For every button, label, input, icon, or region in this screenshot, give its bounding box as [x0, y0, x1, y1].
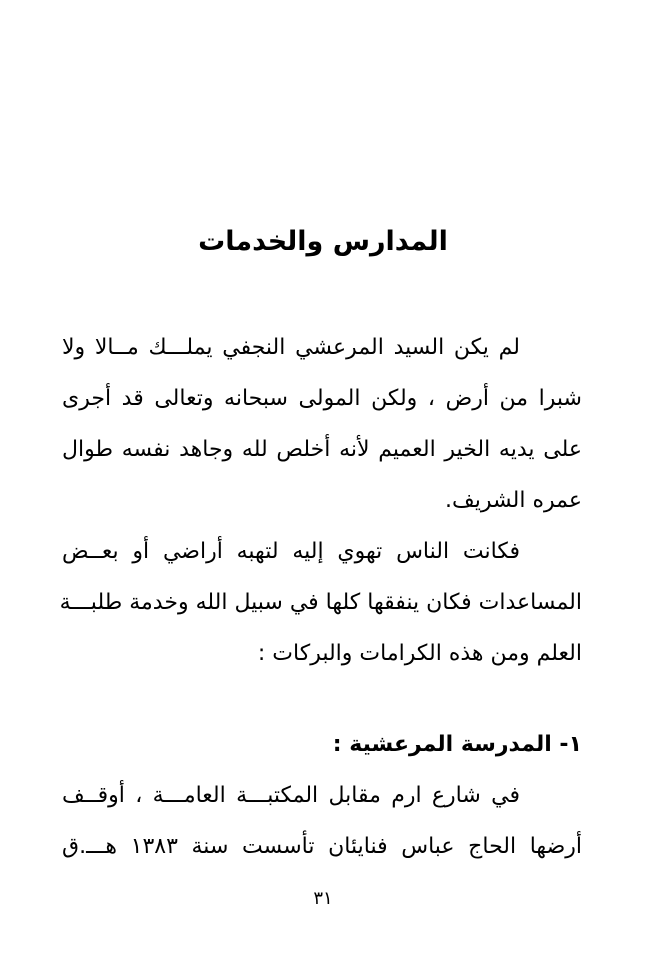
paragraph-1-line-2: شبرا من أرض ، ولكن المولى سبحانه وتعالى قد أجرى [62, 386, 582, 411]
paragraph-1-line-4: عمره الشريف. [445, 488, 582, 513]
section-1-line-1: في شارع ارم مقابل المكتبـــة العامـــة ، أوقــف [62, 783, 520, 808]
body-text [59, 322, 582, 872]
section-1-heading: ١- المدرسة المرعشية : [332, 732, 582, 757]
paragraph-2-line-1: فكانت الناس تهوي إليه لتهبه أراضي أو بعــض [62, 539, 520, 564]
paragraph-1-line-3: على يديه الخير العميم لأنه أخلص لله وجاهد نفسه طوال [62, 437, 582, 462]
paragraph-1-line-1: لم يكن السيد المرعشي النجفي يملـــك مــالا ولا [62, 335, 520, 360]
section-spacer [62, 679, 582, 719]
page-number: ٣١ [313, 888, 333, 909]
section-1-line-2: أرضها الحاج عباس فنايئان تأسست سنة ١٣٨٣ هـــ.ق [62, 834, 582, 859]
paragraph-2-line-2: المساعدات فكان ينفقها كلها في سبيل الله وخدمة طلبـــة [59, 590, 582, 615]
page-title: المدارس والخدمات [198, 226, 448, 257]
paragraph-2-line-3: العلم ومن هذه الكرامات والبركات : [257, 641, 582, 666]
